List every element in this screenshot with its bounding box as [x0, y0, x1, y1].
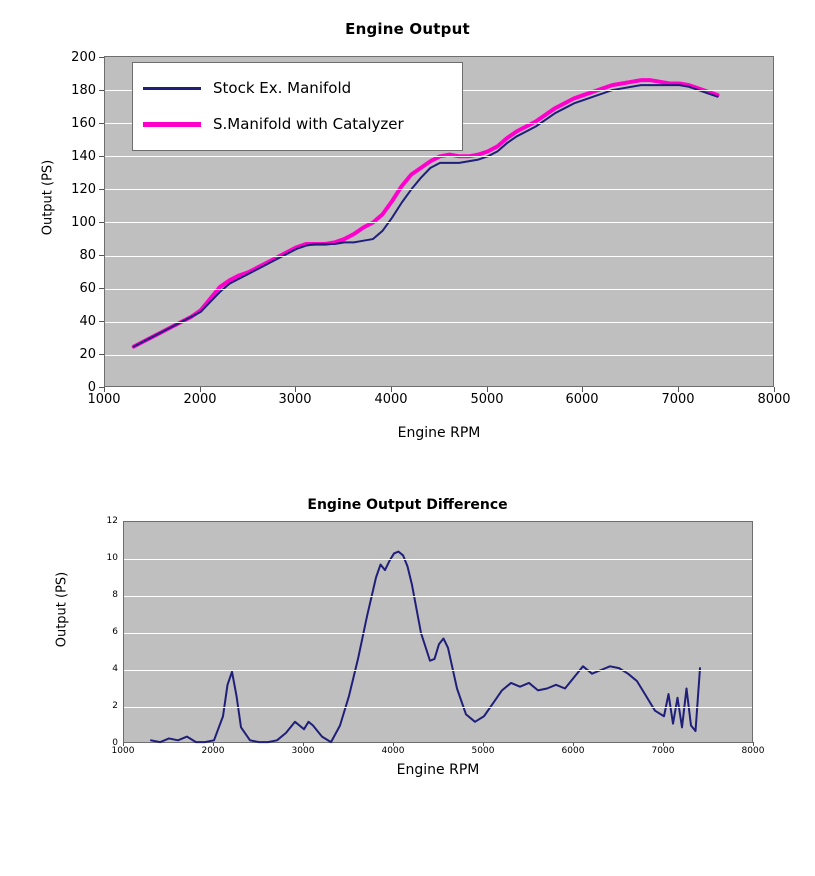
y-tick-0: 0 — [112, 738, 118, 748]
y-tick-200: 200 — [71, 50, 96, 65]
x-tick-8000: 8000 — [741, 746, 765, 756]
y-tick-80: 80 — [79, 248, 96, 263]
legend-label-catalyzer: S.Manifold with Catalyzer — [213, 115, 404, 133]
legend — [132, 62, 463, 151]
gridline — [105, 156, 773, 157]
x-tick-2000: 2000 — [201, 746, 225, 756]
x-tick-5000: 5000 — [470, 392, 504, 407]
legend-item-stock — [143, 75, 351, 101]
gridline — [105, 189, 773, 190]
gridline — [105, 222, 773, 223]
x-tick-1000: 1000 — [87, 392, 121, 407]
y-tick-40: 40 — [79, 314, 96, 329]
gridline — [105, 289, 773, 290]
y-tick-180: 180 — [71, 83, 96, 98]
gridline — [124, 670, 752, 671]
legend-swatch-stock — [143, 87, 201, 90]
engine-output-difference-chart — [0, 470, 815, 800]
gridline — [124, 596, 752, 597]
chart-title: Engine Output Difference — [307, 497, 508, 513]
y-tick-100: 100 — [71, 215, 96, 230]
y-tick-0: 0 — [87, 380, 96, 395]
x-tick-5000: 5000 — [471, 746, 495, 756]
x-tick-3000: 3000 — [291, 746, 315, 756]
x-tick-4000: 4000 — [374, 392, 408, 407]
gridline — [105, 256, 773, 257]
gridline — [124, 559, 752, 560]
y-tick-6: 6 — [112, 627, 118, 637]
y-tick-4: 4 — [112, 664, 118, 674]
y-tick-60: 60 — [79, 281, 96, 296]
x-tick-2000: 2000 — [183, 392, 217, 407]
y-axis-label: Output (PS) — [40, 159, 56, 236]
x-axis-label: Engine RPM — [396, 762, 480, 778]
chart-title: Engine Output — [345, 20, 470, 38]
y-tick-10: 10 — [106, 553, 118, 563]
legend-item-catalyzer — [143, 111, 404, 137]
y-tick-140: 140 — [71, 149, 96, 164]
legend-label-stock: Stock Ex. Manifold — [213, 79, 352, 97]
y-tick-120: 120 — [71, 182, 96, 197]
plot-area — [123, 521, 753, 743]
x-tick-6000: 6000 — [561, 746, 585, 756]
x-tick-6000: 6000 — [565, 392, 599, 407]
x-tick-7000: 7000 — [661, 392, 695, 407]
x-tick-3000: 3000 — [278, 392, 312, 407]
gridline — [105, 322, 773, 323]
series-line-difference — [151, 552, 700, 743]
y-tick-2: 2 — [112, 701, 118, 711]
x-tick-4000: 4000 — [381, 746, 405, 756]
gridline — [124, 707, 752, 708]
y-tick-8: 8 — [112, 590, 118, 600]
x-tick-1000: 1000 — [111, 746, 135, 756]
y-axis-label: Output (PS) — [54, 571, 70, 648]
gridline — [105, 355, 773, 356]
x-tick-8000: 8000 — [757, 392, 791, 407]
legend-swatch-catalyzer — [143, 122, 201, 127]
y-tick-20: 20 — [79, 347, 96, 362]
x-tick-7000: 7000 — [651, 746, 675, 756]
x-axis-label: Engine RPM — [397, 425, 481, 441]
y-tick-12: 12 — [106, 516, 118, 526]
y-tick-160: 160 — [71, 116, 96, 131]
gridline — [124, 633, 752, 634]
